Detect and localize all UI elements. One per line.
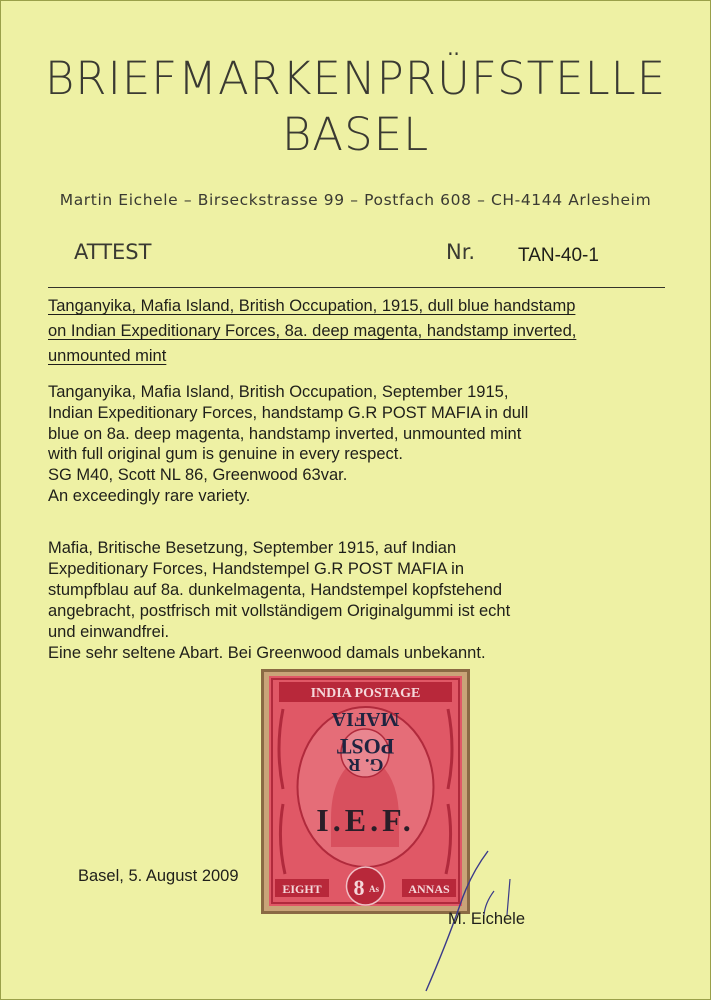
english-line-1: Tanganyika, Mafia Island, British Occupation, September 1915, [48,383,509,401]
stamp-value-text: 8 [353,875,365,900]
subject-line-3: unmounted mint [48,347,167,365]
divider-line [48,287,665,288]
english-line-2: Indian Expeditionary Forces, handstamp G.R POST MAFIA in dull [48,404,529,422]
stamp-right-text: ANNAS [408,882,450,896]
stamp-left-text: EIGHT [282,882,322,896]
subject-line-1: Tanganyika, Mafia Island, British Occupation, 1915, dull blue handstamp [48,297,576,315]
german-line-3: stumpfblau auf 8a. dunkelmagenta, Handstempel kopfstehend [48,581,503,599]
subject-line-2: on Indian Expeditionary Forces, 8a. deep magenta, handstamp inverted, [48,322,577,340]
stamp-overprint: I.E.F. [316,802,415,838]
german-line-6: Eine sehr seltene Abart. Bei Greenwood damals unbekannt. [48,644,486,662]
header-title-line1: BRIEFMARKENPRÜFSTELLE [44,52,667,105]
handstamp-line-1: G. R [347,755,384,775]
german-line-2: Expeditionary Forces, Handstempel G.R POST MAFIA in [48,560,465,578]
stamp-top-text: INDIA POSTAGE [310,686,421,701]
attest-label: ATTEST [74,240,152,264]
german-line-1: Mafia, Britische Besetzung, September 1915, auf Indian [48,539,457,557]
german-line-5: und einwandfrei. [48,623,170,641]
english-line-4: with full original gum is genuine in every respect. [48,445,403,463]
header-title-line2: BASEL [281,108,430,161]
signature-name: M. Eichele [448,910,526,928]
attest-nr-label: Nr. [446,240,476,264]
english-line-3: blue on 8a. deep magenta, handstamp inverted, unmounted mint [48,425,522,443]
english-line-6: An exceedingly rare variety. [48,487,251,505]
handstamp-line-2: POST [336,734,395,759]
place-date: Basel, 5. August 2009 [78,867,239,885]
german-line-4: angebracht, postfrisch mit vollständigem Originalgummi ist echt [48,602,511,620]
attest-nr-value: TAN-40-1 [518,245,599,266]
english-line-5: SG M40, Scott NL 86, Greenwood 63var. [48,466,348,484]
stamp-value-suffix: As [368,884,380,894]
handstamp-line-3: MAFIA [331,708,400,730]
header-address: Martin Eichele – Birseckstrasse 99 – Postfach 608 – CH-4144 Arlesheim [59,191,652,209]
